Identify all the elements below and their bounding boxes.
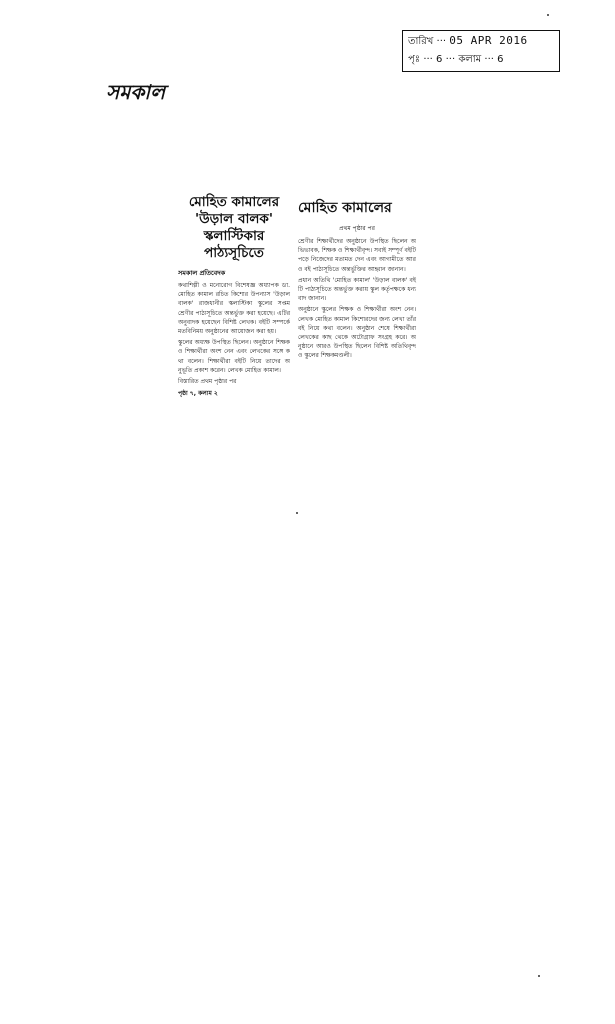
scan-speck	[547, 14, 549, 16]
stamp-column-label: কলাম	[458, 54, 482, 65]
scan-speck	[296, 512, 298, 514]
article-two-subhead: প্রথম পৃষ্ঠার পর	[339, 225, 375, 232]
article-two-paragraph: অনুষ্ঠানে স্কুলের শিক্ষক ও শিক্ষার্থীরা অংশ নেন। লেখক মোহিত কামাল কিশোরদের জন্য লেখা তাঁর বই নিয়ে কথা বলেন। অনুষ্ঠান শেষে শিক্ষার্থীরা লেখকের কাছ থেকে অটোগ্রাফ সংগ্রহ করে। অনুষ্ঠানে আরও উপস্থিত ছিলেন বিশিষ্ট অতিথিবৃন্দ ও স্কুলের শিক্ষকমণ্ডলী।	[298, 306, 416, 360]
article-one-jump: পৃষ্ঠা ৭, কলাম ২	[178, 390, 218, 398]
stamp-page-row: পৃঃ ··· 6 ··· কলাম ··· 6	[408, 54, 504, 65]
article-one-byline: সমকাল প্রতিবেদক	[178, 269, 226, 277]
article-one-headline: মোহিত কামালের 'উড়াল বালক' স্কলাস্টিকার পাঠ্যসূচিতে	[188, 194, 280, 261]
newspaper-masthead: সমকাল	[106, 80, 166, 104]
article-two-paragraph: প্রধান অতিথি 'মোহিত কামাল' 'উড়াল বালক' বইটি পাঠ্যসূচিতে অন্তর্ভুক্ত করায় স্কুল কর্তৃপক্ষকে ধন্যবাদ জানান।	[298, 276, 416, 303]
stamp-page-label: পৃঃ	[408, 54, 421, 65]
scan-speck	[538, 975, 540, 977]
stamp-page-value: 6	[436, 54, 443, 65]
article-two-paragraph: শ্রেণীর শিক্ষার্থীদের অনুষ্ঠানে উপস্থিত ছিলেন অভিভাবক, শিক্ষক ও শিক্ষার্থীবৃন্দ। সবাই সম্পূর্ণ বইটি পড়ে নিজেদের মতামত দেন এবং আগামীতে আরও বই পাঠ্যসূচিতে অন্তর্ভুক্তির আহ্বান জানান।	[298, 238, 416, 273]
stamp-date-row: তারিখ ··· 05 APR 2016	[408, 34, 528, 47]
article-one-paragraph: স্কুলের অধ্যক্ষ উপস্থিত ছিলেন। অনুষ্ঠানে শিক্ষক ও শিক্ষার্থীরা অংশ নেন এবং লেখকের সঙ্গে কথা বলেন। শিক্ষার্থীরা বইটি নিয়ে তাদের অনুভূতি প্রকাশ করেন। লেখক মোহিত কামাল।	[178, 339, 290, 374]
article-two-headline: মোহিত কামালের	[298, 200, 392, 216]
stamp-date-value: 05 APR 2016	[449, 34, 528, 47]
article-one-paragraph: বিস্তারিত প্রথম পৃষ্ঠার পর	[178, 378, 237, 386]
stamp-column-value: 6	[497, 54, 504, 65]
article-one	[178, 194, 290, 399]
article-one-paragraph: কথাশিল্পী ও মনোরোগ বিশেষজ্ঞ অধ্যাপক ডা. মোহিত কামাল রচিত কিশোর উপন্যাস 'উড়াল বালক' রাজধানীর স্কলাস্টিকা স্কুলের সপ্তম শ্রেণীর পাঠ্যসূচিতে অন্তর্ভুক্ত করা হয়েছে। এটির অনুবাদক হয়েছেন বিশিষ্ট লেখক। বইটি সম্পর্কে মতবিনিময় অনুষ্ঠানের আয়োজন করা হয়।	[178, 282, 290, 336]
clipping-stamp	[402, 30, 560, 72]
article-two	[298, 200, 416, 363]
stamp-date-label: তারিখ	[408, 36, 434, 47]
